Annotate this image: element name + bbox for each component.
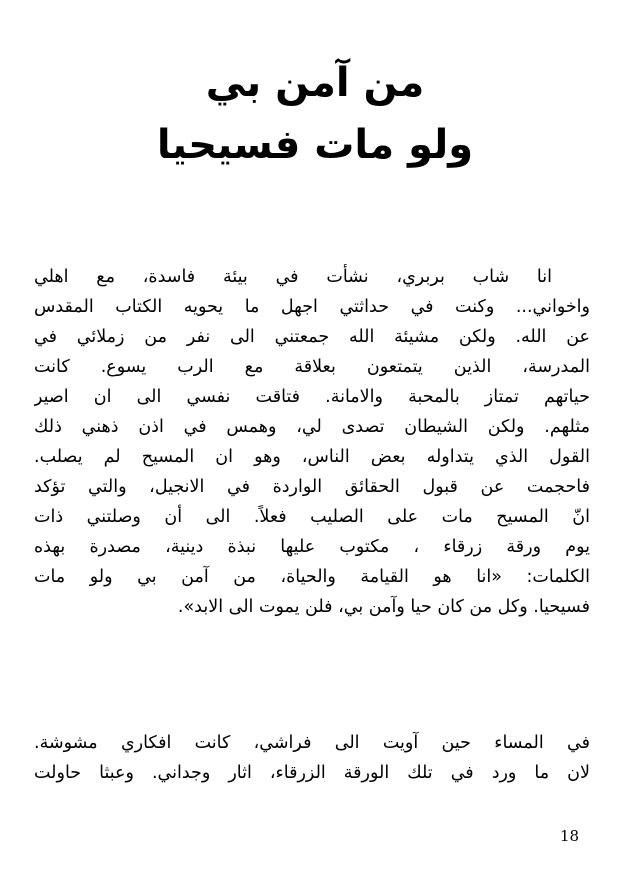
text-line: الكلمات: «انا هو القيامة والحياة، من آمن بي ولو مات bbox=[34, 567, 590, 587]
text-line: في المساء حين آويت الى فراشي، كانت افكاري مشوشة. bbox=[34, 733, 590, 753]
page-number: 18 bbox=[560, 827, 580, 845]
text-line: حياتهم تمتاز بالمحبة والامانة. فتاقت نفسي الى ان اصير bbox=[34, 387, 590, 407]
title-line-1: من آمن بي bbox=[205, 60, 425, 106]
text-line: القول الذي يتداوله بعض الناس، وهو ان المسيح لم يصلب. bbox=[34, 447, 590, 467]
paragraph-2 bbox=[34, 728, 590, 788]
text-line: انّ المسيح مات على الصليب فعلاً. الى أن وصلتني ذات bbox=[34, 507, 590, 527]
text-line: انا شاب بربري، نشأت في بيئة فاسدة، مع اهلي bbox=[34, 267, 552, 287]
text-line: المدرسة، الذين يتمتعون بعلاقة مع الرب يسوع. كانت bbox=[34, 357, 590, 377]
text-line: فاحجمت عن قبول الحقائق الواردة في الانجيل، والتي تؤكد bbox=[34, 477, 590, 497]
text-line: مثلهم. ولكن الشيطان تصدى لي، وهمس في اذن ذهني ذلك bbox=[34, 417, 590, 437]
text-line: يوم ورقة زرقاء ، مكتوب عليها نبذة دينية، مصدرة بهذه bbox=[34, 537, 590, 557]
title-line-2: ولو مات فسيحيا bbox=[156, 122, 474, 168]
paragraph-1 bbox=[34, 262, 590, 622]
text-line: لان ما ورد في تلك الورقة الزرقاء، اثار وجداني. وعبثا حاولت bbox=[34, 763, 590, 783]
text-line: عن الله. ولكن مشيئة الله جمعتني الى نفر من زملائي في bbox=[34, 327, 590, 347]
text-line: واخواني... وكنت في حداثتي اجهل ما يحويه الكتاب المقدس bbox=[34, 297, 590, 317]
text-line: فسيحيا. وكل من كان حيا وآمن بي، فلن يموت الى الابد». bbox=[177, 597, 590, 617]
